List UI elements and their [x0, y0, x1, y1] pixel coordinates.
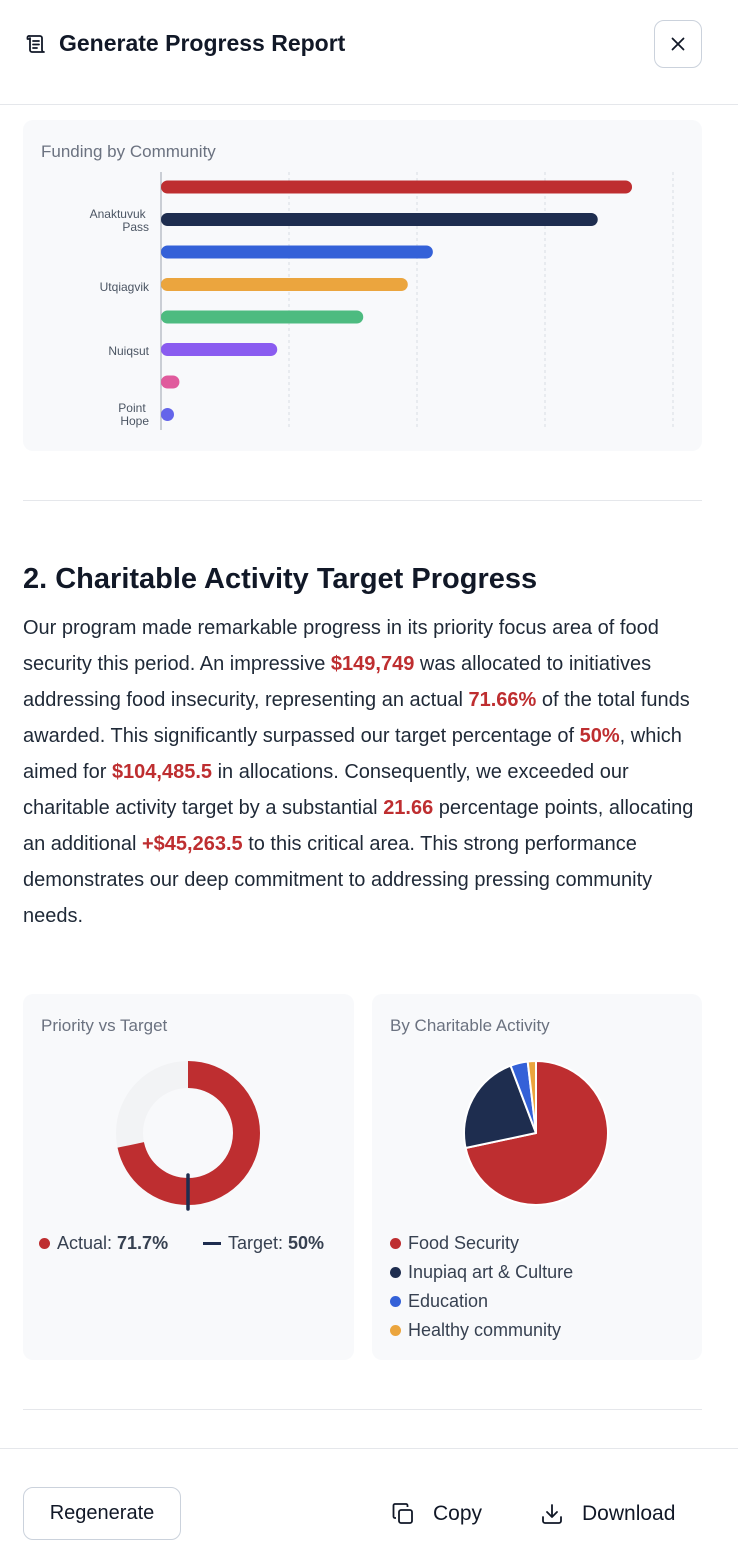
activity-pie-chart — [372, 994, 702, 1214]
funding-chart-title: Funding by Community — [41, 142, 216, 161]
bar — [161, 278, 408, 291]
funding-by-community-card — [23, 120, 702, 451]
scroll-icon — [24, 32, 48, 56]
legend-dash-target — [203, 1242, 221, 1245]
activity-card-title: By Charitable Activity — [390, 1016, 550, 1035]
regenerate-button[interactable]: Regenerate — [23, 1487, 181, 1540]
copy-icon — [391, 1502, 415, 1526]
bar — [161, 343, 277, 356]
close-icon — [669, 35, 687, 53]
download-icon — [540, 1502, 564, 1526]
bar — [161, 246, 433, 259]
highlight-target-amount: $104,485.5 — [111, 761, 213, 783]
section-divider — [23, 500, 702, 501]
bar-label-anaktuvuk-pass: Anaktuvuk Pass — [89, 207, 149, 234]
priority-donut-chart — [23, 994, 354, 1254]
legend-inupiaq-art-culture: Inupiaq art & Culture — [390, 1262, 573, 1283]
priority-vs-target-card — [23, 994, 354, 1360]
highlight-target-percent: 50% — [579, 725, 620, 747]
legend-food-security: Food Security — [390, 1233, 519, 1254]
section-paragraph: Our program made remarkable progress in its priority focus area of food security this period. An impressive $149,749 was allocated to initiatives addressing food insecurity, representing an actual 71.66% of the total funds awarded. This significantly surpassed our target percentage of 50%, which aimed for $104,485.5 in allocations. Consequently, we exceeded our charitable activity target by a substantial 21.66 percentage points, allocating an additional +$45,263.5 to this critical area. This strong performance demonstrates our deep commitment to addressing pressing community needs. — [23, 617, 694, 927]
bar — [161, 213, 598, 226]
legend-target: Target: 50% — [203, 1233, 324, 1254]
highlight-additional-amount: +$45,263.5 — [141, 833, 243, 855]
highlight-food-security-amount: $149,749 — [330, 653, 415, 675]
bar — [161, 181, 632, 194]
bar — [161, 408, 174, 421]
priority-card-title: Priority vs Target — [41, 1016, 168, 1035]
section-heading: 2. Charitable Activity Target Progress — [23, 563, 538, 595]
bar — [161, 311, 363, 324]
dialog-title: Generate Progress Report — [59, 30, 346, 56]
dialog-footer — [0, 1448, 738, 1546]
copy-button[interactable]: Copy — [391, 1487, 482, 1540]
highlight-percentage-points: 21.66 — [383, 797, 434, 819]
section-divider-bottom — [23, 1409, 702, 1410]
funding-bar-chart — [23, 120, 702, 451]
legend-healthy-community: Healthy community — [390, 1320, 561, 1341]
bar-label-nuiqsut: Nuiqsut — [108, 344, 149, 358]
download-button[interactable]: Download — [540, 1487, 675, 1540]
dialog-header — [0, 0, 738, 105]
close-button[interactable] — [654, 20, 702, 68]
by-charitable-activity-card — [372, 994, 702, 1360]
bar — [161, 376, 179, 389]
bar-label-point-hope: Point Hope — [118, 401, 149, 428]
legend-dot-actual — [39, 1238, 50, 1249]
legend-actual: Actual: 71.7% — [39, 1233, 168, 1254]
legend-education: Education — [390, 1291, 488, 1312]
highlight-actual-percent: 71.66% — [468, 689, 537, 711]
bar-label-utqiagvik: Utqiagvik — [99, 280, 149, 294]
